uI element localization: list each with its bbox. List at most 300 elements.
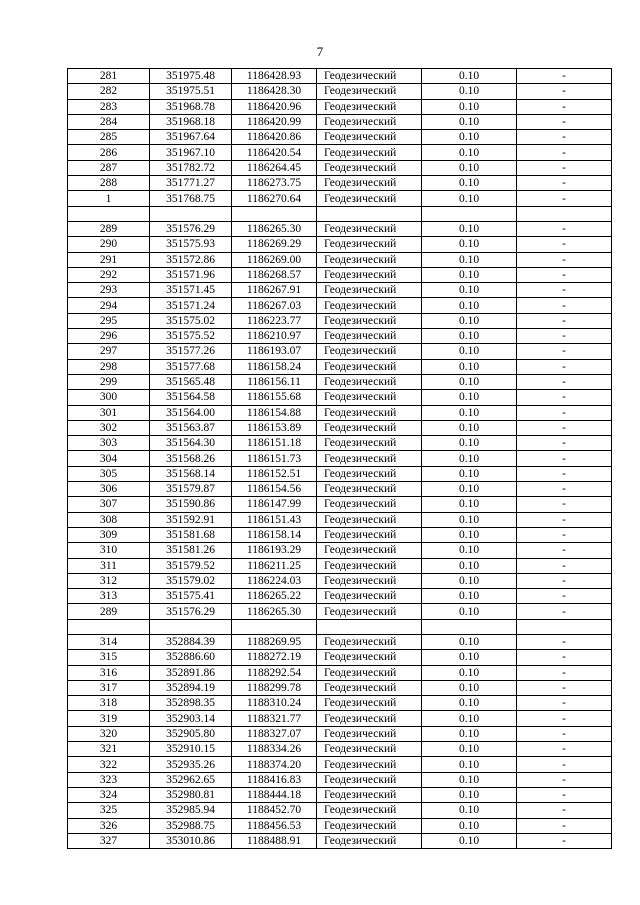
y-coordinate-cell: 1188269.95 <box>232 634 317 649</box>
method-cell: Геодезический <box>317 130 422 145</box>
method-cell: Геодезический <box>317 283 422 298</box>
table-row <box>68 833 612 848</box>
accuracy-cell: 0.10 <box>422 665 517 680</box>
method-cell: Геодезический <box>317 466 422 481</box>
note-cell: - <box>517 665 612 680</box>
point-number-cell: 317 <box>68 680 150 695</box>
table-row <box>68 696 612 711</box>
y-coordinate-cell: 1186155.68 <box>232 390 317 405</box>
table-row <box>68 589 612 604</box>
method-cell: Геодезический <box>317 69 422 84</box>
point-number-cell <box>68 619 150 634</box>
point-number-cell: 302 <box>68 420 150 435</box>
method-cell: Геодезический <box>317 114 422 129</box>
accuracy-cell: 0.10 <box>422 680 517 695</box>
y-coordinate-cell: 1186151.18 <box>232 436 317 451</box>
point-number-cell: 311 <box>68 558 150 573</box>
note-cell: - <box>517 390 612 405</box>
accuracy-cell: 0.10 <box>422 451 517 466</box>
accuracy-cell: 0.10 <box>422 634 517 649</box>
method-cell: Геодезический <box>317 99 422 114</box>
method-cell: Геодезический <box>317 252 422 267</box>
note-cell: - <box>517 833 612 848</box>
y-coordinate-cell: 1186269.00 <box>232 252 317 267</box>
accuracy-cell: 0.10 <box>422 329 517 344</box>
method-cell: Геодезический <box>317 298 422 313</box>
table-row <box>68 374 612 389</box>
y-coordinate-cell: 1188299.78 <box>232 680 317 695</box>
method-cell: Геодезический <box>317 589 422 604</box>
y-coordinate-cell: 1186268.57 <box>232 267 317 282</box>
note-cell: - <box>517 313 612 328</box>
x-coordinate-cell: 351564.00 <box>150 405 232 420</box>
accuracy-cell: 0.10 <box>422 69 517 84</box>
x-coordinate-cell: 351581.26 <box>150 543 232 558</box>
accuracy-cell: 0.10 <box>422 589 517 604</box>
y-coordinate-cell: 1186154.88 <box>232 405 317 420</box>
note-cell: - <box>517 742 612 757</box>
table-row <box>68 390 612 405</box>
x-coordinate-cell: 352988.75 <box>150 818 232 833</box>
table-row <box>68 527 612 542</box>
accuracy-cell: 0.10 <box>422 145 517 160</box>
y-coordinate-cell: 1186269.29 <box>232 237 317 252</box>
y-coordinate-cell: 1186158.14 <box>232 527 317 542</box>
point-number-cell: 294 <box>68 298 150 313</box>
note-cell: - <box>517 374 612 389</box>
accuracy-cell: 0.10 <box>422 696 517 711</box>
y-coordinate-cell: 1188374.20 <box>232 757 317 772</box>
point-number-cell: 293 <box>68 283 150 298</box>
point-number-cell: 301 <box>68 405 150 420</box>
note-cell <box>517 619 612 634</box>
table-row <box>68 359 612 374</box>
table-row <box>68 298 612 313</box>
table-row <box>68 573 612 588</box>
note-cell: - <box>517 359 612 374</box>
method-cell: Геодезический <box>317 237 422 252</box>
table-row <box>68 650 612 665</box>
y-coordinate-cell: 1186156.11 <box>232 374 317 389</box>
x-coordinate-cell: 351975.51 <box>150 84 232 99</box>
accuracy-cell: 0.10 <box>422 283 517 298</box>
note-cell: - <box>517 543 612 558</box>
x-coordinate-cell: 352891.86 <box>150 665 232 680</box>
table-row <box>68 84 612 99</box>
y-coordinate-cell: 1186265.30 <box>232 221 317 236</box>
table-row <box>68 543 612 558</box>
accuracy-cell: 0.10 <box>422 252 517 267</box>
point-number-cell: 296 <box>68 329 150 344</box>
page-number: 7 <box>316 44 324 59</box>
table-row <box>68 634 612 649</box>
point-number-cell: 324 <box>68 787 150 802</box>
point-number-cell: 307 <box>68 497 150 512</box>
note-cell: - <box>517 221 612 236</box>
y-coordinate-cell: 1188292.54 <box>232 665 317 680</box>
method-cell: Геодезический <box>317 176 422 191</box>
y-coordinate-cell: 1186273.75 <box>232 176 317 191</box>
y-coordinate-cell: 1186265.22 <box>232 589 317 604</box>
accuracy-cell: 0.10 <box>422 221 517 236</box>
y-coordinate-cell: 1186428.93 <box>232 69 317 84</box>
table-row <box>68 191 612 206</box>
accuracy-cell: 0.10 <box>422 573 517 588</box>
table-row <box>68 665 612 680</box>
x-coordinate-cell: 352894.19 <box>150 680 232 695</box>
note-cell: - <box>517 160 612 175</box>
note-cell: - <box>517 176 612 191</box>
table-row <box>68 803 612 818</box>
method-cell: Геодезический <box>317 726 422 741</box>
table-row <box>68 313 612 328</box>
table-row <box>68 69 612 84</box>
table-row <box>68 99 612 114</box>
table-row <box>68 604 612 619</box>
accuracy-cell: 0.10 <box>422 99 517 114</box>
point-number-cell: 319 <box>68 711 150 726</box>
y-coordinate-cell: 1186420.86 <box>232 130 317 145</box>
y-coordinate-cell: 1188488.91 <box>232 833 317 848</box>
accuracy-cell: 0.10 <box>422 833 517 848</box>
note-cell: - <box>517 130 612 145</box>
y-coordinate-cell: 1188334.26 <box>232 742 317 757</box>
note-cell: - <box>517 696 612 711</box>
point-number-cell: 305 <box>68 466 150 481</box>
method-cell: Геодезический <box>317 803 422 818</box>
table-row <box>68 267 612 282</box>
point-number-cell: 292 <box>68 267 150 282</box>
x-coordinate-cell: 351967.10 <box>150 145 232 160</box>
method-cell: Геодезический <box>317 742 422 757</box>
method-cell: Геодезический <box>317 543 422 558</box>
y-coordinate-cell: 1188272.19 <box>232 650 317 665</box>
accuracy-cell: 0.10 <box>422 344 517 359</box>
method-cell: Геодезический <box>317 374 422 389</box>
method-cell: Геодезический <box>317 711 422 726</box>
point-number-cell: 306 <box>68 482 150 497</box>
note-cell: - <box>517 573 612 588</box>
x-coordinate-cell: 351572.86 <box>150 252 232 267</box>
x-coordinate-cell: 351975.48 <box>150 69 232 84</box>
y-coordinate-cell: 1186193.29 <box>232 543 317 558</box>
table-row <box>68 482 612 497</box>
method-cell: Геодезический <box>317 527 422 542</box>
point-number-cell: 300 <box>68 390 150 405</box>
y-coordinate-cell: 1186211.25 <box>232 558 317 573</box>
accuracy-cell: 0.10 <box>422 420 517 435</box>
x-coordinate-cell: 351579.02 <box>150 573 232 588</box>
point-number-cell: 282 <box>68 84 150 99</box>
method-cell: Геодезический <box>317 833 422 848</box>
table-row <box>68 130 612 145</box>
point-number-cell: 287 <box>68 160 150 175</box>
accuracy-cell: 0.10 <box>422 160 517 175</box>
table-row <box>68 818 612 833</box>
x-coordinate-cell: 352962.65 <box>150 772 232 787</box>
point-number-cell: 323 <box>68 772 150 787</box>
point-number-cell: 284 <box>68 114 150 129</box>
note-cell: - <box>517 558 612 573</box>
method-cell: Геодезический <box>317 359 422 374</box>
x-coordinate-cell: 351576.29 <box>150 604 232 619</box>
method-cell: Геодезический <box>317 84 422 99</box>
y-coordinate-cell: 1186154.56 <box>232 482 317 497</box>
table-row <box>68 558 612 573</box>
table-row <box>68 160 612 175</box>
accuracy-cell <box>422 206 517 221</box>
x-coordinate-cell: 352935.26 <box>150 757 232 772</box>
y-coordinate-cell: 1186420.54 <box>232 145 317 160</box>
y-coordinate-cell: 1186151.73 <box>232 451 317 466</box>
point-number-cell: 298 <box>68 359 150 374</box>
point-number-cell: 297 <box>68 344 150 359</box>
accuracy-cell: 0.10 <box>422 543 517 558</box>
accuracy-cell: 0.10 <box>422 803 517 818</box>
point-number-cell: 313 <box>68 589 150 604</box>
y-coordinate-cell: 1188452.70 <box>232 803 317 818</box>
y-coordinate-cell: 1186428.30 <box>232 84 317 99</box>
note-cell <box>517 206 612 221</box>
note-cell: - <box>517 482 612 497</box>
accuracy-cell <box>422 619 517 634</box>
x-coordinate-cell: 351577.26 <box>150 344 232 359</box>
accuracy-cell: 0.10 <box>422 436 517 451</box>
point-number-cell: 295 <box>68 313 150 328</box>
note-cell: - <box>517 803 612 818</box>
table-row <box>68 145 612 160</box>
x-coordinate-cell: 351590.86 <box>150 497 232 512</box>
table-row <box>68 680 612 695</box>
method-cell: Геодезический <box>317 329 422 344</box>
accuracy-cell: 0.10 <box>422 527 517 542</box>
point-number-cell: 320 <box>68 726 150 741</box>
y-coordinate-cell: 1186153.89 <box>232 420 317 435</box>
accuracy-cell: 0.10 <box>422 359 517 374</box>
point-number-cell: 303 <box>68 436 150 451</box>
point-number-cell: 316 <box>68 665 150 680</box>
accuracy-cell: 0.10 <box>422 787 517 802</box>
y-coordinate-cell: 1186224.03 <box>232 573 317 588</box>
note-cell: - <box>517 283 612 298</box>
x-coordinate-cell: 352884.39 <box>150 634 232 649</box>
point-number-cell: 312 <box>68 573 150 588</box>
method-cell: Геодезический <box>317 573 422 588</box>
accuracy-cell: 0.10 <box>422 757 517 772</box>
accuracy-cell: 0.10 <box>422 405 517 420</box>
accuracy-cell: 0.10 <box>422 267 517 282</box>
x-coordinate-cell: 351568.14 <box>150 466 232 481</box>
y-coordinate-cell: 1186270.64 <box>232 191 317 206</box>
x-coordinate-cell: 351782.72 <box>150 160 232 175</box>
method-cell <box>317 206 422 221</box>
coordinates-table <box>67 68 612 849</box>
point-number-cell: 299 <box>68 374 150 389</box>
x-coordinate-cell: 351576.29 <box>150 221 232 236</box>
table-row <box>68 329 612 344</box>
point-number-cell: 291 <box>68 252 150 267</box>
method-cell: Геодезический <box>317 772 422 787</box>
accuracy-cell: 0.10 <box>422 650 517 665</box>
table-row <box>68 787 612 802</box>
method-cell: Геодезический <box>317 482 422 497</box>
method-cell: Геодезический <box>317 512 422 527</box>
method-cell: Геодезический <box>317 344 422 359</box>
point-number-cell: 286 <box>68 145 150 160</box>
note-cell: - <box>517 145 612 160</box>
y-coordinate-cell: 1186223.77 <box>232 313 317 328</box>
table-row <box>68 497 612 512</box>
x-coordinate-cell <box>150 619 232 634</box>
note-cell: - <box>517 329 612 344</box>
method-cell: Геодезический <box>317 420 422 435</box>
point-number-cell: 283 <box>68 99 150 114</box>
y-coordinate-cell: 1186151.43 <box>232 512 317 527</box>
x-coordinate-cell: 351592.91 <box>150 512 232 527</box>
x-coordinate-cell: 351564.58 <box>150 390 232 405</box>
method-cell: Геодезический <box>317 160 422 175</box>
y-coordinate-cell: 1188416.83 <box>232 772 317 787</box>
x-coordinate-cell: 352905.80 <box>150 726 232 741</box>
accuracy-cell: 0.10 <box>422 772 517 787</box>
note-cell: - <box>517 527 612 542</box>
x-coordinate-cell: 351568.26 <box>150 451 232 466</box>
x-coordinate-cell: 351575.52 <box>150 329 232 344</box>
method-cell: Геодезический <box>317 787 422 802</box>
accuracy-cell: 0.10 <box>422 313 517 328</box>
coordinates-table-container <box>67 68 612 849</box>
table-row <box>68 726 612 741</box>
y-coordinate-cell: 1186147.99 <box>232 497 317 512</box>
method-cell: Геодезический <box>317 696 422 711</box>
y-coordinate-cell <box>232 619 317 634</box>
point-number-cell: 326 <box>68 818 150 833</box>
note-cell: - <box>517 772 612 787</box>
note-cell: - <box>517 436 612 451</box>
table-body <box>68 69 612 849</box>
method-cell: Геодезический <box>317 405 422 420</box>
point-number-cell: 309 <box>68 527 150 542</box>
note-cell: - <box>517 69 612 84</box>
x-coordinate-cell: 351571.96 <box>150 267 232 282</box>
y-coordinate-cell: 1186152.51 <box>232 466 317 481</box>
note-cell: - <box>517 84 612 99</box>
method-cell: Геодезический <box>317 313 422 328</box>
x-coordinate-cell: 352985.94 <box>150 803 232 818</box>
method-cell: Геодезический <box>317 436 422 451</box>
accuracy-cell: 0.10 <box>422 114 517 129</box>
y-coordinate-cell: 1186265.30 <box>232 604 317 619</box>
method-cell: Геодезический <box>317 818 422 833</box>
y-coordinate-cell: 1188310.24 <box>232 696 317 711</box>
method-cell: Геодезический <box>317 558 422 573</box>
note-cell: - <box>517 497 612 512</box>
y-coordinate-cell: 1186420.99 <box>232 114 317 129</box>
x-coordinate-cell: 351575.02 <box>150 313 232 328</box>
note-cell: - <box>517 711 612 726</box>
table-row <box>68 114 612 129</box>
y-coordinate-cell <box>232 206 317 221</box>
x-coordinate-cell <box>150 206 232 221</box>
point-number-cell: 281 <box>68 69 150 84</box>
x-coordinate-cell: 352910.15 <box>150 742 232 757</box>
x-coordinate-cell: 351579.52 <box>150 558 232 573</box>
table-row <box>68 451 612 466</box>
x-coordinate-cell: 351575.93 <box>150 237 232 252</box>
method-cell: Геодезический <box>317 267 422 282</box>
note-cell: - <box>517 405 612 420</box>
accuracy-cell: 0.10 <box>422 466 517 481</box>
note-cell: - <box>517 344 612 359</box>
note-cell: - <box>517 589 612 604</box>
x-coordinate-cell: 351579.87 <box>150 482 232 497</box>
x-coordinate-cell: 351771.27 <box>150 176 232 191</box>
table-row <box>68 405 612 420</box>
method-cell: Геодезический <box>317 145 422 160</box>
table-row <box>68 619 612 634</box>
accuracy-cell: 0.10 <box>422 482 517 497</box>
table-row <box>68 772 612 787</box>
accuracy-cell: 0.10 <box>422 742 517 757</box>
point-number-cell: 318 <box>68 696 150 711</box>
x-coordinate-cell: 352903.14 <box>150 711 232 726</box>
note-cell: - <box>517 757 612 772</box>
point-number-cell: 289 <box>68 221 150 236</box>
point-number-cell: 314 <box>68 634 150 649</box>
y-coordinate-cell: 1186267.91 <box>232 283 317 298</box>
method-cell: Геодезический <box>317 634 422 649</box>
x-coordinate-cell: 351565.48 <box>150 374 232 389</box>
x-coordinate-cell: 351564.30 <box>150 436 232 451</box>
y-coordinate-cell: 1188327.07 <box>232 726 317 741</box>
y-coordinate-cell: 1188321.77 <box>232 711 317 726</box>
table-row <box>68 420 612 435</box>
note-cell: - <box>517 650 612 665</box>
point-number-cell: 322 <box>68 757 150 772</box>
table-row <box>68 436 612 451</box>
x-coordinate-cell: 352886.60 <box>150 650 232 665</box>
x-coordinate-cell: 352980.81 <box>150 787 232 802</box>
method-cell: Геодезический <box>317 390 422 405</box>
x-coordinate-cell: 351768.75 <box>150 191 232 206</box>
accuracy-cell: 0.10 <box>422 726 517 741</box>
note-cell: - <box>517 267 612 282</box>
y-coordinate-cell: 1186420.96 <box>232 99 317 114</box>
point-number-cell: 325 <box>68 803 150 818</box>
accuracy-cell: 0.10 <box>422 130 517 145</box>
accuracy-cell: 0.10 <box>422 191 517 206</box>
point-number-cell <box>68 206 150 221</box>
point-number-cell: 310 <box>68 543 150 558</box>
accuracy-cell: 0.10 <box>422 512 517 527</box>
y-coordinate-cell: 1186158.24 <box>232 359 317 374</box>
x-coordinate-cell: 351571.45 <box>150 283 232 298</box>
method-cell: Геодезический <box>317 451 422 466</box>
note-cell: - <box>517 634 612 649</box>
point-number-cell: 327 <box>68 833 150 848</box>
note-cell: - <box>517 604 612 619</box>
method-cell: Геодезический <box>317 191 422 206</box>
method-cell: Геодезический <box>317 680 422 695</box>
x-coordinate-cell: 351571.24 <box>150 298 232 313</box>
x-coordinate-cell: 351575.41 <box>150 589 232 604</box>
table-row <box>68 206 612 221</box>
note-cell: - <box>517 466 612 481</box>
note-cell: - <box>517 237 612 252</box>
point-number-cell: 1 <box>68 191 150 206</box>
note-cell: - <box>517 420 612 435</box>
table-row <box>68 711 612 726</box>
